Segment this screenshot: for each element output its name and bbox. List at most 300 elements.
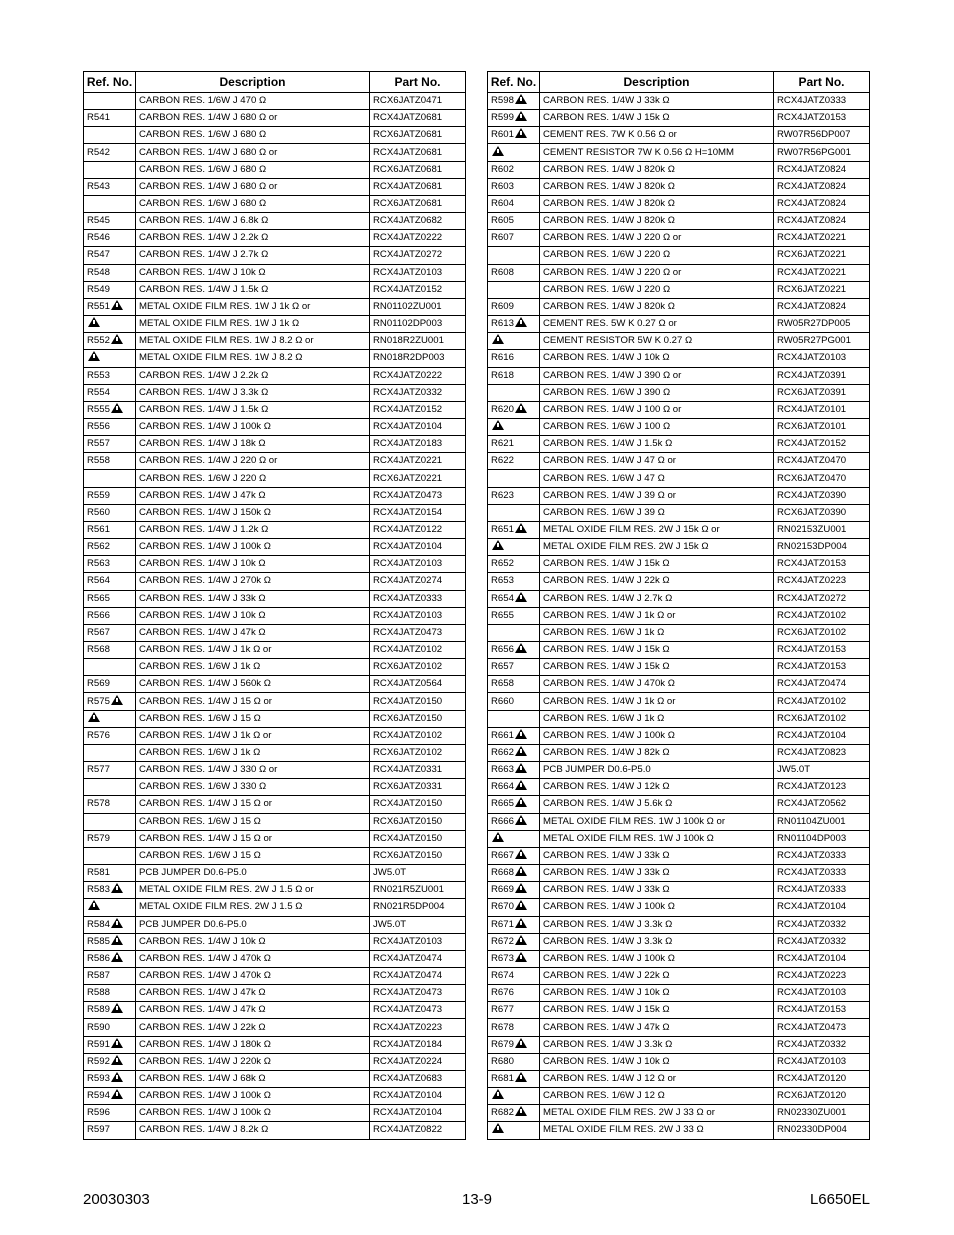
table-row <box>488 93 870 110</box>
description-cell: CARBON RES. 1/4W J 5.6k Ω <box>540 796 774 813</box>
ref-no-cell <box>84 556 136 573</box>
part-no-cell: RCX4JATZ0153 <box>774 110 870 127</box>
description-cell: CARBON RES. 1/6W J 39 Ω <box>540 504 774 521</box>
part-no-cell: RCX4JATZ0103 <box>774 1053 870 1070</box>
ref-no-text: R548 <box>87 266 110 278</box>
safety-warning-icon <box>515 111 527 121</box>
description-cell: CARBON RES. 1/4W J 8.2k Ω <box>136 1122 370 1139</box>
description-cell: METAL OXIDE FILM RES. 1W J 1k Ω or <box>136 298 370 315</box>
part-no-cell: RCX4JATZ0103 <box>370 556 466 573</box>
ref-no-cell <box>488 384 540 401</box>
description-cell: METAL OXIDE FILM RES. 2W J 1.5 Ω or <box>136 882 370 899</box>
ref-no-cell <box>84 899 136 916</box>
table-row <box>84 230 466 247</box>
ref-no-text: R577 <box>87 764 110 776</box>
part-no-cell: RCX4JATZ0682 <box>370 213 466 230</box>
table-row <box>84 1002 466 1019</box>
ref-no-text: R620 <box>491 403 514 415</box>
part-no-cell: RCX4JATZ0473 <box>370 624 466 641</box>
safety-warning-icon <box>515 729 527 739</box>
description-cell: CARBON RES. 1/4W J 3.3k Ω <box>136 384 370 401</box>
ref-no-cell <box>84 865 136 882</box>
table-row <box>84 727 466 744</box>
table-row <box>84 316 466 333</box>
ref-no-text: R665 <box>491 798 514 810</box>
ref-no-cell <box>84 1105 136 1122</box>
table-row <box>84 847 466 864</box>
description-cell: PCB JUMPER D0.6-P5.0 <box>540 762 774 779</box>
part-no-cell: RCX4JATZ0564 <box>370 676 466 693</box>
part-no-cell: RCX6JATZ0102 <box>370 659 466 676</box>
ref-no-text: R616 <box>491 352 514 364</box>
part-no-cell: RCX4JATZ0474 <box>774 676 870 693</box>
part-no-cell: RCX4JATZ0104 <box>370 418 466 435</box>
part-no-cell: RCX6JATZ0470 <box>774 470 870 487</box>
table-row <box>84 1036 466 1053</box>
part-no-cell: RCX6JATZ0101 <box>774 418 870 435</box>
description-cell: CARBON RES. 1/4W J 6.8k Ω <box>136 213 370 230</box>
description-cell: CARBON RES. 1/4W J 22k Ω <box>136 1019 370 1036</box>
part-no-cell: RCX4JATZ0104 <box>370 1105 466 1122</box>
ref-no-cell <box>488 762 540 779</box>
ref-no-cell <box>488 453 540 470</box>
table-row <box>84 1019 466 1036</box>
table-row <box>488 899 870 916</box>
ref-no-text: R541 <box>87 112 110 124</box>
ref-no-text: R581 <box>87 867 110 879</box>
ref-no-cell <box>84 1122 136 1139</box>
table-row <box>84 161 466 178</box>
table-row <box>84 693 466 710</box>
ref-no-text: R598 <box>491 95 514 107</box>
part-no-cell: RCX4JATZ0333 <box>774 865 870 882</box>
description-cell: CARBON RES. 1/4W J 1.5k Ω <box>136 401 370 418</box>
ref-no-text: R554 <box>87 386 110 398</box>
ref-no-cell <box>84 487 136 504</box>
ref-no-text: R593 <box>87 1072 110 1084</box>
description-cell: METAL OXIDE FILM RES. 2W J 15k Ω <box>540 539 774 556</box>
description-cell: CARBON RES. 1/4W J 150k Ω <box>136 504 370 521</box>
description-cell: CARBON RES. 1/6W J 100 Ω <box>540 418 774 435</box>
ref-no-cell <box>488 418 540 435</box>
description-cell: CARBON RES. 1/4W J 82k Ω <box>540 744 774 761</box>
table-row <box>84 213 466 230</box>
table-row <box>84 470 466 487</box>
description-cell: CARBON RES. 1/4W J 820k Ω <box>540 195 774 212</box>
table-row <box>488 350 870 367</box>
ref-no-text: R561 <box>87 523 110 535</box>
ref-no-text: R602 <box>491 163 514 175</box>
ref-no-cell <box>84 230 136 247</box>
safety-warning-icon <box>515 643 527 653</box>
ref-no-text: R677 <box>491 1004 514 1016</box>
part-no-cell: RCX4JATZ0150 <box>370 796 466 813</box>
part-no-cell: RCX4JATZ0224 <box>370 1053 466 1070</box>
ref-no-cell <box>488 1070 540 1087</box>
table-row <box>488 744 870 761</box>
part-no-cell: RCX4JATZ0332 <box>370 384 466 401</box>
safety-warning-icon <box>111 952 123 962</box>
ref-no-cell <box>84 727 136 744</box>
part-no-cell: RCX4JATZ0474 <box>370 950 466 967</box>
part-no-cell: RCX4JATZ0823 <box>774 744 870 761</box>
table-row <box>84 899 466 916</box>
ref-no-text: R596 <box>87 1107 110 1119</box>
ref-no-cell <box>84 333 136 350</box>
part-no-cell: RN02153DP004 <box>774 539 870 556</box>
table-row <box>84 281 466 298</box>
ref-no-text: R553 <box>87 369 110 381</box>
part-no-cell: RCX4JATZ0824 <box>774 161 870 178</box>
table-row <box>488 213 870 230</box>
ref-no-text: R590 <box>87 1021 110 1033</box>
part-no-cell: JW5.0T <box>370 865 466 882</box>
table-row <box>84 744 466 761</box>
part-no-cell: RN01104ZU001 <box>774 813 870 830</box>
description-cell: CARBON RES. 1/4W J 47k Ω <box>136 1002 370 1019</box>
ref-no-text: R604 <box>491 198 514 210</box>
description-cell: CARBON RES. 1/4W J 2.7k Ω <box>540 590 774 607</box>
part-no-cell: RCX4JATZ0391 <box>774 367 870 384</box>
table-row <box>488 762 870 779</box>
ref-no-text: R592 <box>87 1055 110 1067</box>
table-row <box>84 178 466 195</box>
description-header: Description <box>540 72 774 93</box>
part-no-cell: RCX6JATZ0102 <box>370 744 466 761</box>
table-row <box>488 727 870 744</box>
safety-warning-icon <box>515 523 527 533</box>
part-no-cell: RCX4JATZ0333 <box>370 590 466 607</box>
part-no-cell: RN021R5ZU001 <box>370 882 466 899</box>
ref-no-text: R607 <box>491 232 514 244</box>
table-row <box>84 830 466 847</box>
table-row <box>84 865 466 882</box>
ref-no-cell <box>84 470 136 487</box>
description-cell: CARBON RES. 1/4W J 47k Ω <box>136 624 370 641</box>
safety-warning-icon <box>492 1089 504 1099</box>
ref-no-cell <box>488 350 540 367</box>
table-row <box>488 779 870 796</box>
ref-no-cell <box>84 624 136 641</box>
table-row <box>84 1122 466 1139</box>
ref-no-cell <box>488 539 540 556</box>
description-cell: CARBON RES. 1/4W J 680 Ω or <box>136 110 370 127</box>
description-cell: CARBON RES. 1/4W J 10k Ω <box>136 264 370 281</box>
table-row <box>488 916 870 933</box>
part-no-cell: RCX4JATZ0473 <box>370 487 466 504</box>
part-no-cell: RCX4JATZ0473 <box>370 985 466 1002</box>
table-row <box>488 298 870 315</box>
part-no-cell: RCX4JATZ0150 <box>370 693 466 710</box>
part-no-cell: RN018R2DP003 <box>370 350 466 367</box>
part-no-cell: RCX4JATZ0822 <box>370 1122 466 1139</box>
ref-no-text: R579 <box>87 832 110 844</box>
description-cell: CARBON RES. 1/6W J 12 Ω <box>540 1088 774 1105</box>
part-no-cell: RCX4JATZ0824 <box>774 195 870 212</box>
safety-warning-icon <box>88 712 100 722</box>
table-row <box>84 710 466 727</box>
ref-no-cell <box>84 161 136 178</box>
description-cell: CARBON RES. 1/4W J 10k Ω <box>540 350 774 367</box>
description-cell: CARBON RES. 1/6W J 330 Ω <box>136 779 370 796</box>
description-cell: CARBON RES. 1/4W J 33k Ω <box>540 93 774 110</box>
part-no-cell: RCX6JATZ0150 <box>370 847 466 864</box>
table-row <box>84 950 466 967</box>
safety-warning-icon <box>111 1038 123 1048</box>
table-row <box>488 1088 870 1105</box>
description-header: Description <box>136 72 370 93</box>
table-row <box>488 436 870 453</box>
table-row <box>488 607 870 624</box>
part-no-cell: RW05R27PG001 <box>774 333 870 350</box>
ref-no-cell <box>488 436 540 453</box>
table-row <box>488 127 870 144</box>
safety-warning-icon <box>492 420 504 430</box>
ref-no-text: R552 <box>87 335 110 347</box>
ref-no-cell <box>488 1088 540 1105</box>
ref-no-cell <box>488 607 540 624</box>
ref-no-text: R549 <box>87 283 110 295</box>
table-row <box>488 624 870 641</box>
description-cell: CARBON RES. 1/4W J 220 Ω or <box>136 453 370 470</box>
part-no-cell: RCX6JATZ0120 <box>774 1088 870 1105</box>
safety-warning-icon <box>492 540 504 550</box>
description-cell: CARBON RES. 1/4W J 15k Ω <box>540 556 774 573</box>
table-row <box>488 1002 870 1019</box>
description-cell: CARBON RES. 1/6W J 1k Ω <box>540 624 774 641</box>
description-cell: CARBON RES. 1/4W J 100k Ω <box>540 727 774 744</box>
part-no-cell: RCX4JATZ0122 <box>370 521 466 538</box>
table-row <box>488 865 870 882</box>
footer-date: 20030303 <box>83 1191 150 1208</box>
description-cell: CARBON RES. 1/4W J 68k Ω <box>136 1070 370 1087</box>
part-no-cell: RCX4JATZ0153 <box>774 1002 870 1019</box>
description-cell: CARBON RES. 1/6W J 220 Ω <box>540 247 774 264</box>
ref-no-text: R546 <box>87 232 110 244</box>
part-no-cell: RCX6JATZ0221 <box>774 281 870 298</box>
part-no-cell: RCX4JATZ0274 <box>370 573 466 590</box>
ref-no-cell <box>488 865 540 882</box>
description-cell: CARBON RES. 1/4W J 22k Ω <box>540 573 774 590</box>
safety-warning-icon <box>515 94 527 104</box>
ref-no-cell <box>488 144 540 161</box>
ref-no-cell <box>84 178 136 195</box>
table-row <box>84 882 466 899</box>
left-parts-table <box>83 71 466 1140</box>
table-row <box>488 1105 870 1122</box>
part-no-cell: RN01104DP003 <box>774 830 870 847</box>
part-no-cell: RCX4JATZ0221 <box>370 453 466 470</box>
table-row <box>84 796 466 813</box>
safety-warning-icon <box>492 1123 504 1133</box>
table-row <box>84 418 466 435</box>
table-row <box>84 967 466 984</box>
table-row <box>488 539 870 556</box>
description-cell: CARBON RES. 1/4W J 15 Ω or <box>136 693 370 710</box>
table-row <box>84 539 466 556</box>
description-cell: CARBON RES. 1/4W J 100k Ω <box>136 539 370 556</box>
description-cell: CARBON RES. 1/4W J 33k Ω <box>136 590 370 607</box>
ref-no-text: R563 <box>87 558 110 570</box>
right-table-body <box>488 93 870 1140</box>
ref-no-cell <box>84 436 136 453</box>
ref-no-cell <box>84 213 136 230</box>
safety-warning-icon <box>515 763 527 773</box>
part-no-cell: RCX4JATZ0332 <box>774 933 870 950</box>
description-cell: CARBON RES. 1/4W J 15k Ω <box>540 110 774 127</box>
description-cell: CARBON RES. 1/4W J 47 Ω or <box>540 453 774 470</box>
description-cell: PCB JUMPER D0.6-P5.0 <box>136 916 370 933</box>
description-cell: CARBON RES. 1/6W J 390 Ω <box>540 384 774 401</box>
safety-warning-icon <box>515 900 527 910</box>
table-row <box>84 401 466 418</box>
ref-no-cell <box>488 727 540 744</box>
ref-no-text: R682 <box>491 1107 514 1119</box>
part-no-cell: RCX4JATZ0152 <box>370 281 466 298</box>
ref-no-cell <box>488 213 540 230</box>
ref-no-cell <box>84 659 136 676</box>
part-no-cell: RCX4JATZ0154 <box>370 504 466 521</box>
part-no-cell: RCX4JATZ0102 <box>774 607 870 624</box>
description-cell: CARBON RES. 1/6W J 680 Ω <box>136 127 370 144</box>
safety-warning-icon <box>515 592 527 602</box>
part-no-cell: RCX4JATZ0332 <box>774 916 870 933</box>
part-no-cell: RN018R2ZU001 <box>370 333 466 350</box>
part-no-cell: RCX4JATZ0222 <box>370 367 466 384</box>
description-cell: CARBON RES. 1/4W J 820k Ω <box>540 298 774 315</box>
ref-no-cell <box>84 453 136 470</box>
ref-no-cell <box>488 659 540 676</box>
table-row <box>84 573 466 590</box>
ref-no-cell <box>488 178 540 195</box>
table-row <box>488 281 870 298</box>
part-no-cell: RCX4JATZ0223 <box>774 573 870 590</box>
ref-no-cell <box>488 264 540 281</box>
ref-no-header: Ref. No. <box>488 72 540 93</box>
safety-warning-icon <box>515 935 527 945</box>
ref-no-cell <box>488 744 540 761</box>
ref-no-cell <box>84 1070 136 1087</box>
ref-no-text: R567 <box>87 626 110 638</box>
ref-no-cell <box>84 762 136 779</box>
ref-no-text: R622 <box>491 455 514 467</box>
safety-warning-icon <box>88 351 100 361</box>
description-cell: CEMENT RES. 7W K 0.56 Ω or <box>540 127 774 144</box>
part-no-cell: RCX6JATZ0681 <box>370 127 466 144</box>
description-cell: CARBON RES. 1/4W J 12k Ω <box>540 779 774 796</box>
ref-no-text: R559 <box>87 489 110 501</box>
ref-no-cell <box>84 1053 136 1070</box>
part-no-cell: JW5.0T <box>774 762 870 779</box>
ref-no-cell <box>488 1105 540 1122</box>
ref-no-cell <box>488 487 540 504</box>
ref-no-text: R560 <box>87 506 110 518</box>
table-row <box>84 624 466 641</box>
description-cell: CARBON RES. 1/4W J 680 Ω or <box>136 178 370 195</box>
ref-no-text: R663 <box>491 764 514 776</box>
ref-no-text: R584 <box>87 918 110 930</box>
table-row <box>84 367 466 384</box>
part-no-cell: RN021R5DP004 <box>370 899 466 916</box>
safety-warning-icon <box>515 746 527 756</box>
ref-no-text: R591 <box>87 1038 110 1050</box>
description-cell: CARBON RES. 1/4W J 39 Ω or <box>540 487 774 504</box>
ref-no-text: R623 <box>491 489 514 501</box>
ref-no-cell <box>84 195 136 212</box>
safety-warning-icon <box>515 317 527 327</box>
description-cell: CARBON RES. 1/4W J 3.3k Ω <box>540 916 774 933</box>
ref-no-cell <box>488 556 540 573</box>
description-cell: CARBON RES. 1/4W J 47k Ω <box>136 487 370 504</box>
ref-no-text: R669 <box>491 884 514 896</box>
description-cell: METAL OXIDE FILM RES. 2W J 33 Ω or <box>540 1105 774 1122</box>
description-cell: CARBON RES. 1/4W J 220 Ω or <box>540 264 774 281</box>
ref-no-text: R599 <box>491 112 514 124</box>
description-cell: CEMENT RESISTOR 7W K 0.56 Ω H=10MM <box>540 144 774 161</box>
description-cell: CARBON RES. 1/4W J 2.7k Ω <box>136 247 370 264</box>
part-no-cell: RCX4JATZ0152 <box>370 401 466 418</box>
table-row <box>84 1105 466 1122</box>
table-row <box>488 573 870 590</box>
table-row <box>84 453 466 470</box>
table-row <box>488 453 870 470</box>
part-no-cell: RCX4JATZ0120 <box>774 1070 870 1087</box>
ref-no-cell <box>488 161 540 178</box>
ref-no-cell <box>488 933 540 950</box>
ref-no-cell <box>488 950 540 967</box>
description-cell: CARBON RES. 1/4W J 470k Ω <box>540 676 774 693</box>
safety-warning-icon <box>88 317 100 327</box>
safety-warning-icon <box>492 334 504 344</box>
ref-no-cell <box>488 230 540 247</box>
part-no-cell: RCX4JATZ0272 <box>370 247 466 264</box>
safety-warning-icon <box>515 1038 527 1048</box>
description-cell: CARBON RES. 1/4W J 33k Ω <box>540 847 774 864</box>
table-row <box>488 659 870 676</box>
ref-no-text: R654 <box>491 592 514 604</box>
ref-no-text: R597 <box>87 1124 110 1136</box>
part-no-header: Part No. <box>370 72 466 93</box>
ref-no-cell <box>488 710 540 727</box>
table-row <box>84 110 466 127</box>
description-cell: CARBON RES. 1/4W J 820k Ω <box>540 161 774 178</box>
table-row <box>488 590 870 607</box>
part-no-cell: RW05R27DP005 <box>774 316 870 333</box>
ref-no-text: R583 <box>87 884 110 896</box>
ref-no-text: R618 <box>491 369 514 381</box>
ref-no-cell <box>84 93 136 110</box>
right-parts-table <box>487 71 870 1140</box>
table-row <box>84 521 466 538</box>
table-row <box>488 504 870 521</box>
safety-warning-icon <box>111 1055 123 1065</box>
ref-no-cell <box>84 504 136 521</box>
ref-no-cell <box>84 813 136 830</box>
ref-no-text: R565 <box>87 592 110 604</box>
table-row <box>488 316 870 333</box>
ref-no-text: R555 <box>87 403 110 415</box>
ref-no-cell <box>488 1002 540 1019</box>
ref-no-cell <box>84 710 136 727</box>
part-no-cell: RN01102ZU001 <box>370 298 466 315</box>
ref-no-cell <box>488 676 540 693</box>
table-row <box>488 144 870 161</box>
description-cell: METAL OXIDE FILM RES. 1W J 100k Ω or <box>540 813 774 830</box>
ref-no-text: R681 <box>491 1072 514 1084</box>
description-cell: CARBON RES. 1/4W J 47k Ω <box>136 985 370 1002</box>
part-no-cell: RCX4JATZ0102 <box>774 693 870 710</box>
description-cell: CARBON RES. 1/4W J 3.3k Ω <box>540 933 774 950</box>
